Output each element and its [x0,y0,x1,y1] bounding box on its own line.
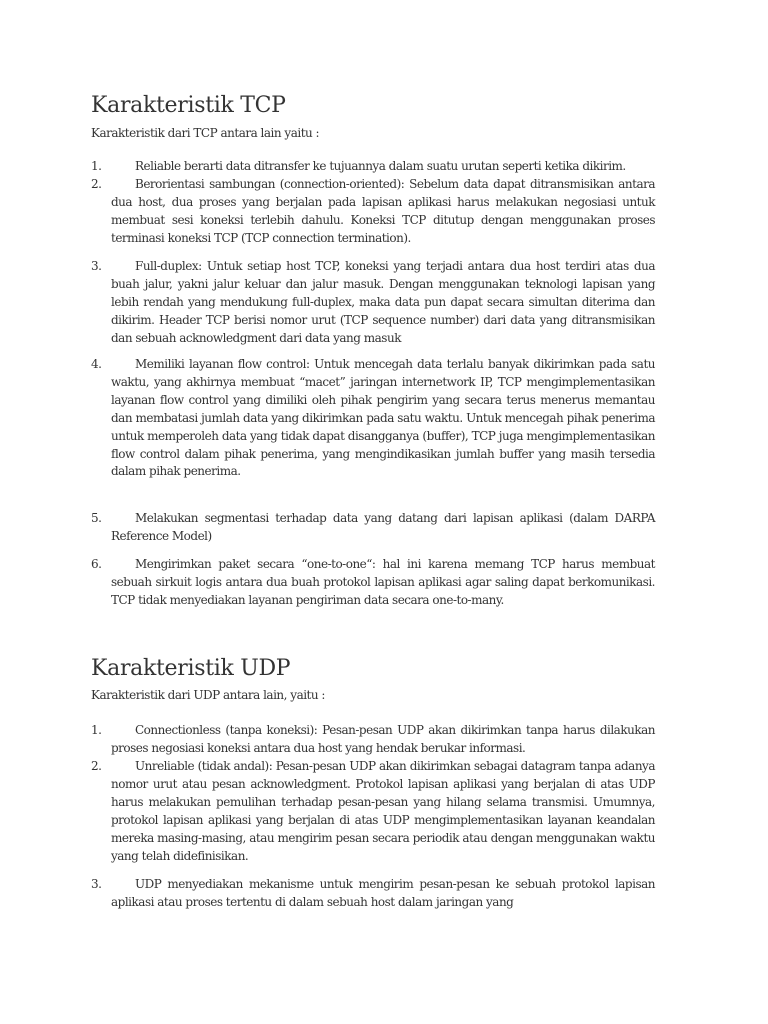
udp-list-item-3 [91,876,655,912]
udp-list-item-2 [91,758,655,865]
tcp-item-number: 6. [91,557,102,571]
tcp-item-text: Reliable berarti data ditransfer ke tujuannya dalam suatu urutan seperti ketika dikirim. [135,159,626,173]
udp-item-number: 2. [91,759,102,773]
tcp-item-number: 1. [91,159,102,173]
tcp-list-item-3 [91,258,655,348]
tcp-item-number: 5. [91,511,102,525]
tcp-intro: Karakteristik dari TCP antara lain yaitu : [91,126,320,140]
tcp-heading: Karakteristik TCP [91,93,286,118]
tcp-item-number: 4. [91,357,102,371]
udp-item-text: Connectionless (tanpa koneksi): Pesan-pesan UDP akan dikirimkan tanpa harus dilakukan proses negosiasi koneksi antara dua host yang hendak berukar informasi. [111,723,655,755]
tcp-item-text: Mengirimkan paket secara “one-to-one“: hal ini karena memang TCP harus membuat sebuah sirkuit logis antara dua buah protokol lapisan aplikasi agar saling dapat berkomunikasi. TCP tidak menyediakan layanan pengiriman data secara one-to-many. [111,557,655,607]
tcp-list-item-6 [91,556,655,610]
tcp-item-text: Memiliki layanan flow control: Untuk mencegah data terlalu banyak dikirimkan pada satu waktu, yang akhirnya membuat “macet” jaringan internetwork IP, TCP mengimplementasikan layanan flow control yang dimiliki oleh pihak pengirim yang secara terus menerus memantau dan membatasi jumlah data yang dikirimkan pada satu waktu. Untuk mencegah pihak penerima untuk memperoleh data yang tidak dapat disangganya (buffer), TCP juga mengimplementasikan flow control dalam pihak penerima, yang mengindikasikan jumlah buffer yang masih tersedia dalam pihak penerima. [111,357,655,479]
udp-item-text: UDP menyediakan mekanisme untuk mengirim pesan-pesan ke sebuah protokol lapisan aplikasi atau proses tertentu di dalam sebuah host dalam jaringan yang [111,877,655,909]
udp-item-number: 1. [91,723,102,737]
tcp-item-number: 3. [91,259,102,273]
tcp-item-text: Melakukan segmentasi terhadap data yang datang dari lapisan aplikasi (dalam DARPA Reference Model) [111,511,655,543]
tcp-item-text: Full-duplex: Untuk setiap host TCP, koneksi yang terjadi antara dua host terdiri atas dua buah jalur, yakni jalur keluar dan jalur masuk. Dengan menggunakan teknologi lapisan yang lebih rendah yang mendukung full-duplex, maka data pun dapat secara simultan diterima dan dikirim. Header TCP berisi nomor urut (TCP sequence number) dari data yang ditransmisikan dan sebuah acknowledgment dari data yang masuk [111,259,655,345]
tcp-list-item-5 [91,510,655,546]
udp-item-text: Unreliable (tidak andal): Pesan-pesan UDP akan dikirimkan sebagai datagram tanpa adanya nomor urut atau pesan acknowledgment. Protokol lapisan aplikasi yang berjalan di atas UDP harus melakukan pemulihan terhadap pesan-pesan yang hilang selama transmisi. Umumnya, protokol lapisan aplikasi yang berjalan di atas UDP mengimplementasikan layanan keandalan mereka masing-masing, atau mengirim pesan secara periodik atau dengan menggunakan waktu yang telah didefinisikan. [111,759,655,863]
tcp-list-item-1 [91,158,655,176]
tcp-list-item-2 [91,176,655,248]
tcp-item-text: Berorientasi sambungan (connection-oriented): Sebelum data dapat ditransmisikan antara dua host, dua proses yang berjalan pada lapisan aplikasi harus melakukan negosiasi untuk membuat sesi koneksi terlebih dahulu. Koneksi TCP ditutup dengan menggunakan proses terminasi koneksi TCP (TCP connection termination). [111,177,655,245]
udp-intro: Karakteristik dari UDP antara lain, yaitu : [91,688,325,702]
udp-heading: Karakteristik UDP [91,656,291,681]
tcp-list-item-4 [91,356,655,481]
udp-list-item-1 [91,722,655,758]
udp-item-number: 3. [91,877,102,891]
tcp-item-number: 2. [91,177,102,191]
